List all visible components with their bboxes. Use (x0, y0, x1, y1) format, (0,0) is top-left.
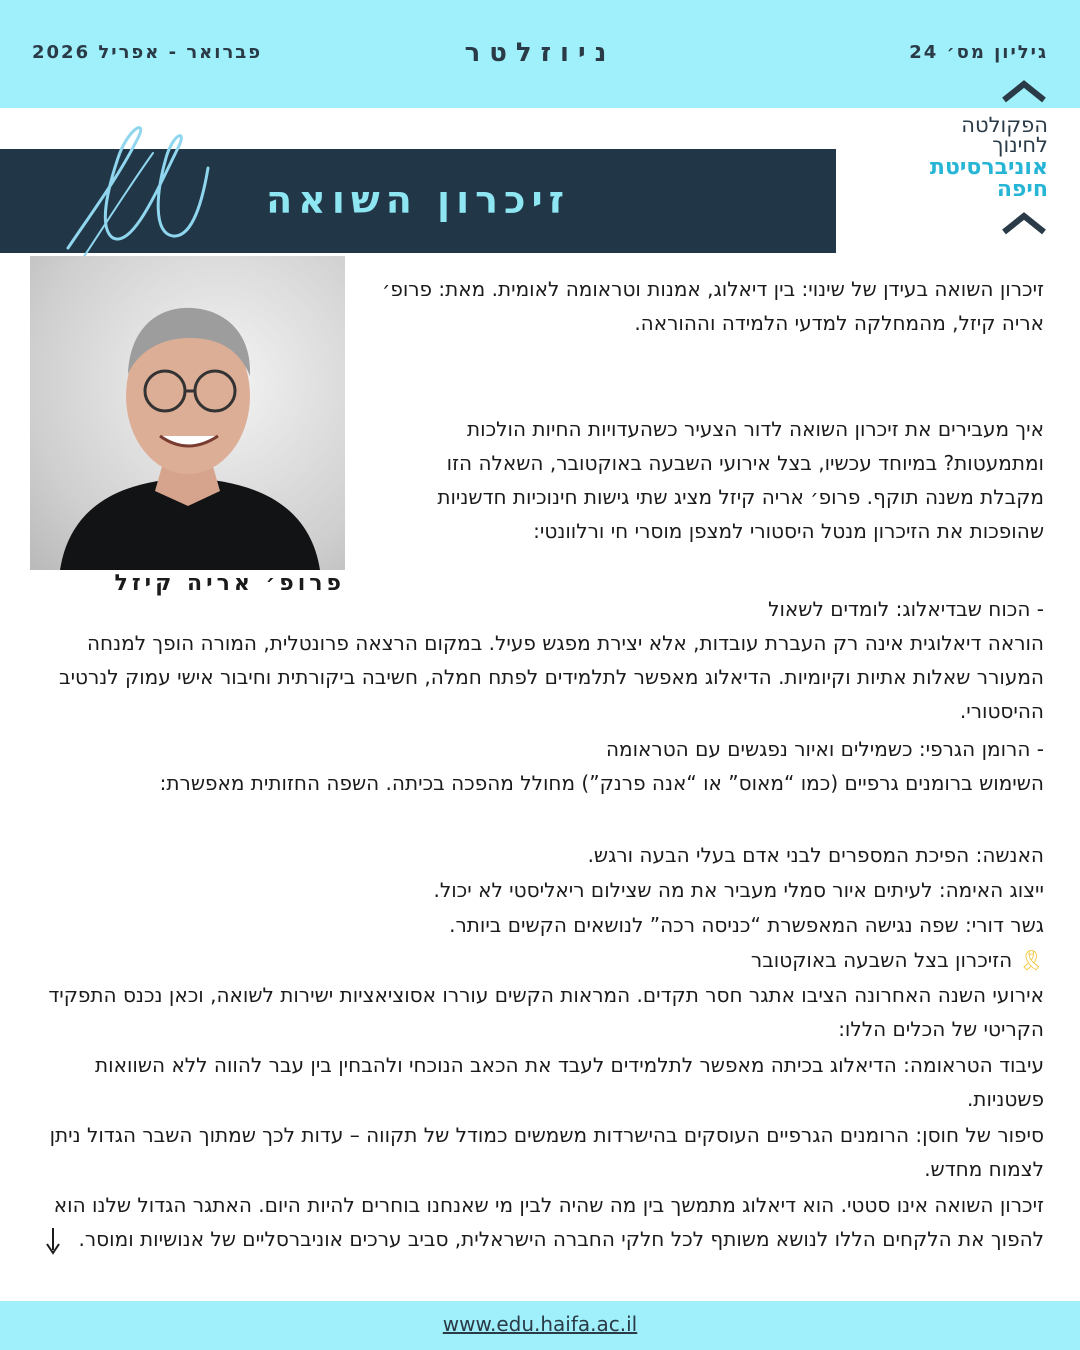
logo-faculty: הפקולטה (961, 113, 1048, 137)
issue-number: גיליון מס׳ 24 (909, 42, 1048, 63)
chevron-up-icon (1000, 208, 1048, 236)
website-link[interactable]: www.edu.haifa.ac.il (442, 1312, 638, 1336)
section3-heading (36, 943, 1044, 977)
decorative-scribble (58, 98, 218, 268)
article-lead: איך מעבירים את זיכרון השואה לדור הצעיר כשהעדויות החיות הולכות ומתמעטות? במיוחד עכשיו, בצל אירועי השבעה באוקטובר, השאלה הזו מקבלת משנה תוקף. פרופ׳ אריה קיזל מציג שתי גישות חינוכיות חדשניות שהופכות את הזיכרון מנטל היסטורי למצפן מוסרי חי ורלוונטי: (437, 417, 1044, 543)
university-logo (908, 76, 1048, 236)
issue-date: פברואר - אפריל 2026 (32, 42, 263, 63)
resilience-paragraph: סיפור של חוסן: הרומנים הגרפיים העוסקים בהישרדות משמשים כמודל של תקווה – עדות לכך שמתוך השבר הגדול ניתן לצמוח מחדש. (49, 1123, 1044, 1181)
arrow-down-icon (44, 1226, 62, 1256)
footer-bar (0, 1301, 1080, 1350)
bullet-humanization: האנשה: הפיכת המספרים לבני אדם בעלי הבעה ורגש. (587, 843, 1044, 867)
portrait-illustration (30, 256, 345, 570)
ribbon-icon: 🎗 (1018, 948, 1044, 972)
logo-haifa: חיפה (996, 177, 1048, 202)
item1-body: הוראה דיאלוגית אינה רק העברת עובדות, אלא יצירת מפגש פעיל. במקום הרצאה פרונטלית, המורה הופך למנחה המעורר שאלות אתיות וקיומיות. הדיאלוג מאפשר לתלמידים לפתח חמלה, חשיבה ביקורתית וחיבור אישי עמוק לנרטיב ההיסטורי. (59, 631, 1044, 723)
author-photo (30, 256, 345, 570)
logo-university: אוניברסיטת (929, 155, 1048, 180)
article-title: זיכרון השואה (266, 178, 570, 222)
logo-education: לחינוך (992, 133, 1048, 157)
item2-body: השימוש ברומנים גרפיים (כמו “מאוס” או “אנה פרנק”) מחולל מהפכה בכיתה. השפה החזותית מאפשרת: (159, 771, 1044, 795)
item1-title: - הכוח שבדיאלוג: לומדים לשאול (768, 597, 1044, 621)
article-intro: זיכרון השואה בעידן של שינוי: בין דיאלוג, אמנות וטראומה לאומית. מאת: פרופ׳ אריה קיזל, מהמחלקה למדעי הלמידה וההוראה. (382, 277, 1044, 335)
section3-body: אירועי השנה האחרונה הציבו אתגר חסר תקדים. המראות הקשים עוררו אסוציאציות ישירות לשואה, וכאן נכנס התפקיד הקריטי של הכלים הללו: (48, 983, 1044, 1041)
newsletter-title: ניוזלטר (464, 38, 616, 68)
bullet-horror: ייצוג האימה: לעיתים איור סמלי מעביר את מה שצילום ריאליסטי לא יכול. (433, 878, 1044, 902)
photo-caption: פרופ׳ אריה קיזל (114, 571, 345, 596)
item2-title: - הרומן הגרפי: כשמילים ואיור נפגשים עם הטראומה (605, 737, 1044, 761)
trauma-paragraph: עיבוד הטראומה: הדיאלוג בכיתה מאפשר לתלמידים לעבד את הכאב הנוכחי ולהבחין בין עבר להווה ללא השוואות פשטניות. (94, 1053, 1044, 1111)
conclusion-paragraph: זיכרון השואה אינו סטטי. הוא דיאלוג מתמשך בין מה שהיה לבין מי שאנחנו בוחרים להיות היום. האתגר הגדול שלנו הוא להפוך את הלקחים הללו לנושא משותף לכל חלקי החברה הישראלית, סביב ערכים אוניברסליים של אנושיות ומוסר. (53, 1193, 1044, 1251)
section3-title: הזיכרון בצל השבעה באוקטובר (750, 948, 1013, 972)
bullet-bridge: גשר דורי: שפה נגישה המאפשרת “כניסה רכה” לנושאים הקשים ביותר. (449, 913, 1044, 937)
chevron-up-icon (1000, 76, 1048, 104)
